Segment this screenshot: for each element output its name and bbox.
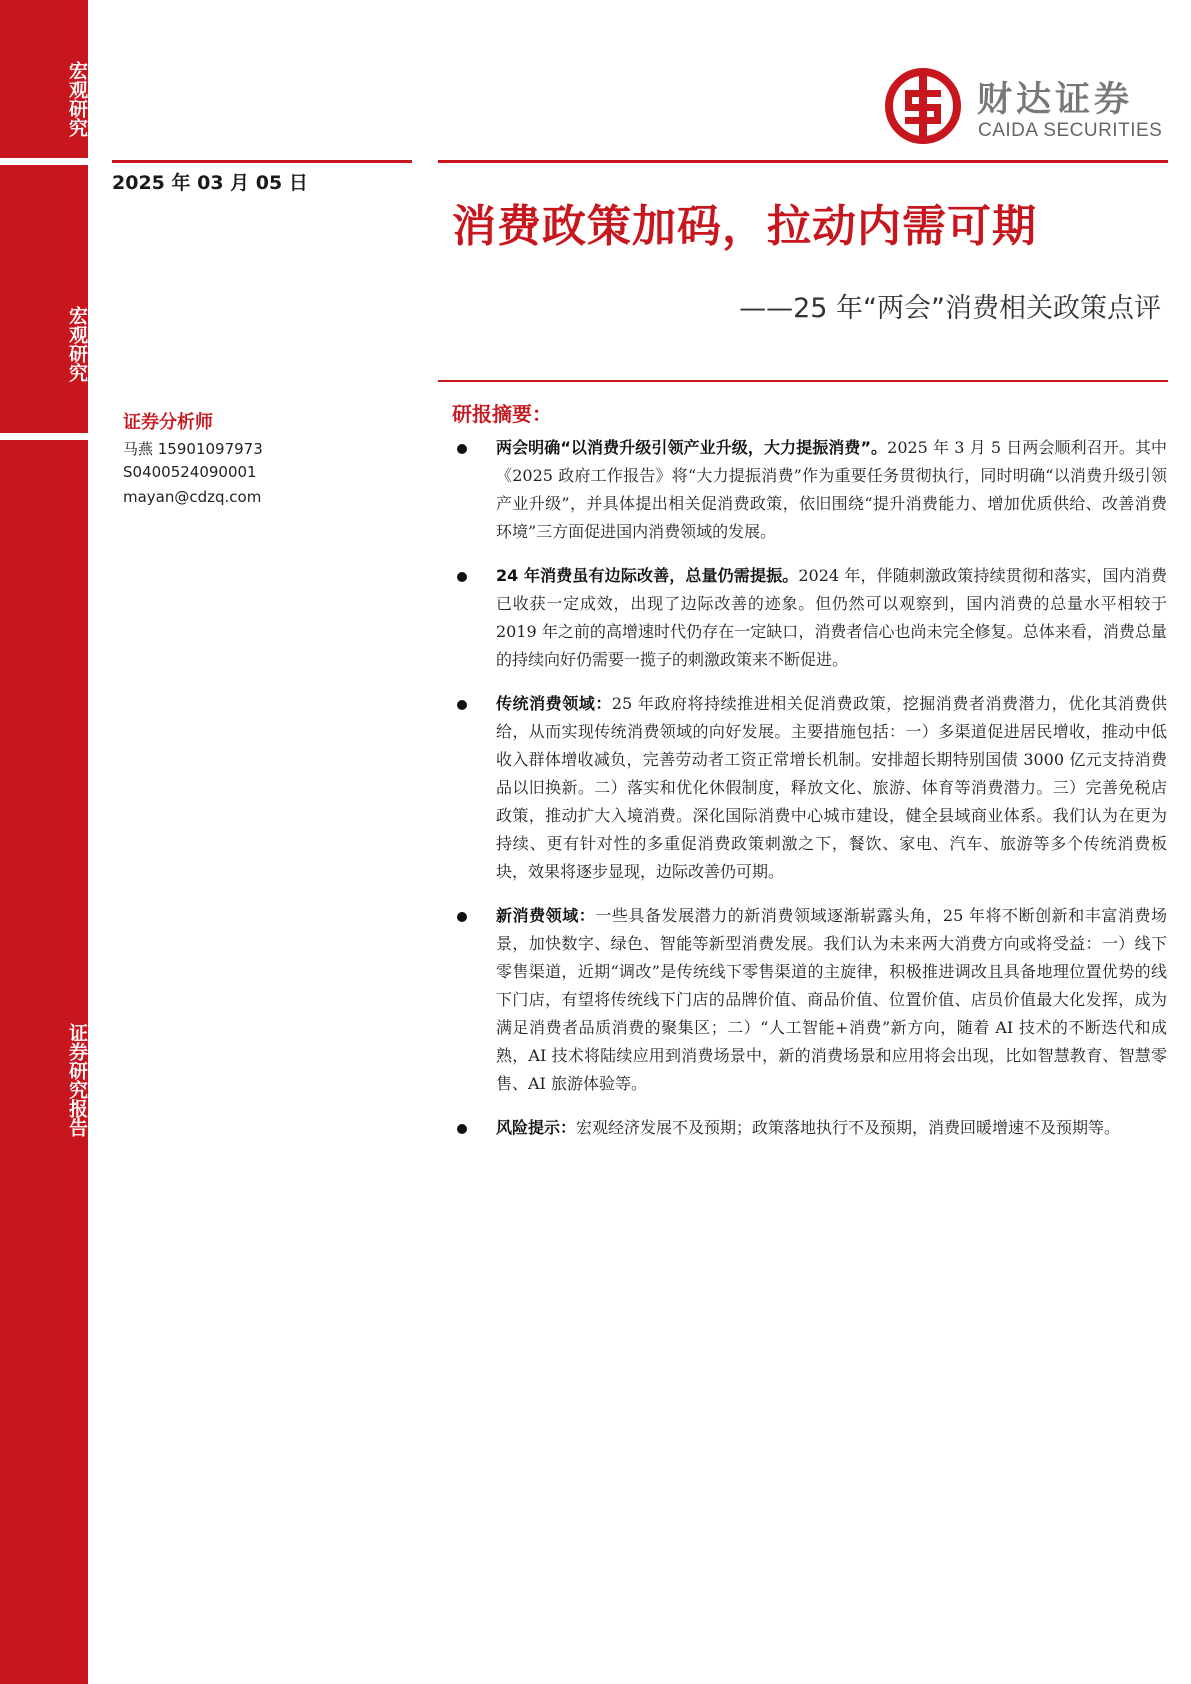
summary-item-body: 2025 年 3 月 5 日两会顺利召开。其中《2025 政府工作报告》将“大力提振消费”作为重要任务贯彻执行，同时明确“以消费升级引领产业升级”，并具体提出相关促消费政策，依旧围绕“提升消费能力、增加优质供给、改善消费环境”三方面促进国内消费领域的发展。 [496,438,1167,541]
bullet-dot-icon [457,1124,467,1134]
page-subtitle: ——25 年“两会”消费相关政策点评 [739,293,1161,324]
summary-item [452,902,1167,1098]
summary-item [452,690,1167,886]
sidebar-label: 宏观研究 [66,306,88,382]
summary-item-lead: 两会明确“以消费升级引领产业升级，大力提振消费”。 [496,438,888,457]
summary-item-lead: 24 年消费虽有边际改善，总量仍需提振。 [496,566,799,585]
sidebar-block-macro-2 [0,165,88,433]
logo-english-name: CAIDA SECURITIES [978,120,1163,141]
sidebar-block-macro [0,0,88,158]
page-title: 消费政策加码，拉动内需可期 [452,201,1037,252]
summary-item [452,1114,1167,1142]
bullet-dot-icon [457,572,467,582]
summary-divider [438,380,1168,382]
analyst-email: mayan@cdzq.com [123,488,262,506]
analyst-license: S0400524090001 [123,463,257,481]
report-date: 2025 年 03 月 05 日 [112,172,308,194]
summary-item-body: 25 年政府将持续推进相关促消费政策，挖掘消费者消费潜力，优化其消费供给，从而实现传统消费领域的向好发展。主要措施包括：一）多渠道促进居民增收，推动中低收入群体增收减负，完善劳动者工资正常增长机制。安排超长期特别国债 3000 亿元支持消费品以旧换新。二）落实和优化休假制度，释放文化、旅游、体育等消费潜力。三）完善免税店政策，推动扩大入境消费。深化国际消费中心城市建设，健全县域商业体系。我们认为在更为持续、更有针对性的多重促消费政策刺激之下，餐饮、家电、汽车、旅游等多个传统消费板块，效果将逐步显现，边际改善仍可期。 [496,694,1167,881]
logo-chinese-name: 财达证券 [977,80,1134,120]
bullet-dot-icon [457,700,467,710]
summary-heading: 研报摘要： [452,402,552,426]
sidebar-label: 证券研究报告 [66,1023,88,1137]
analyst-name-phone: 马燕 15901097973 [123,440,263,458]
summary-item [452,434,1167,546]
caida-logo-icon [885,68,961,144]
bullet-dot-icon [457,912,467,922]
divider-left [112,160,412,163]
analyst-heading: 证券分析师 [123,412,213,433]
summary-item-body: 宏观经济发展不及预期；政策落地执行不及预期，消费回暖增速不及预期等。 [576,1118,1121,1137]
company-logo [885,68,1175,152]
summary-item-lead: 风险提示： [496,1118,577,1137]
summary-item-lead: 新消费领域： [496,906,596,925]
summary-item [452,562,1167,674]
sidebar [0,0,88,1684]
sidebar-label: 宏观研究 [66,61,88,137]
sidebar-block-report-type [0,440,88,1684]
summary-item-body: 一些具备发展潜力的新消费领域逐渐崭露头角，25 年将不断创新和丰富消费场景，加快数字、绿色、智能等新型消费发展。我们认为未来两大消费方向或将受益：一）线下零售渠道，近期“调改”是传统线下零售渠道的主旋律，积极推进调改且具备地理位置优势的线下门店，有望将传统线下门店的品牌价值、商品价值、位置价值、店员价值最大化发挥，成为满足消费者品质消费的聚集区；二）“人工智能+消费”新方向，随着 AI 技术的不断迭代和成熟，AI 技术将陆续应用到消费场景中，新的消费场景和应用将会出现，比如智慧教育、智慧零售、AI 旅游体验等。 [496,906,1167,1093]
summary-item-body: 2024 年，伴随刺激政策持续贯彻和落实，国内消费已收获一定成效，出现了边际改善的迹象。但仍然可以观察到，国内消费的总量水平相较于 2019 年之前的高增速时代仍存在一定缺口，消费者信心也尚未完全修复。总体来看，消费总量的持续向好仍需要一揽子的刺激政策来不断促进。 [496,566,1167,669]
bullet-dot-icon [457,444,467,454]
summary-list [452,434,1167,1158]
divider-right [438,160,1168,163]
summary-item-lead: 传统消费领域： [496,694,612,713]
